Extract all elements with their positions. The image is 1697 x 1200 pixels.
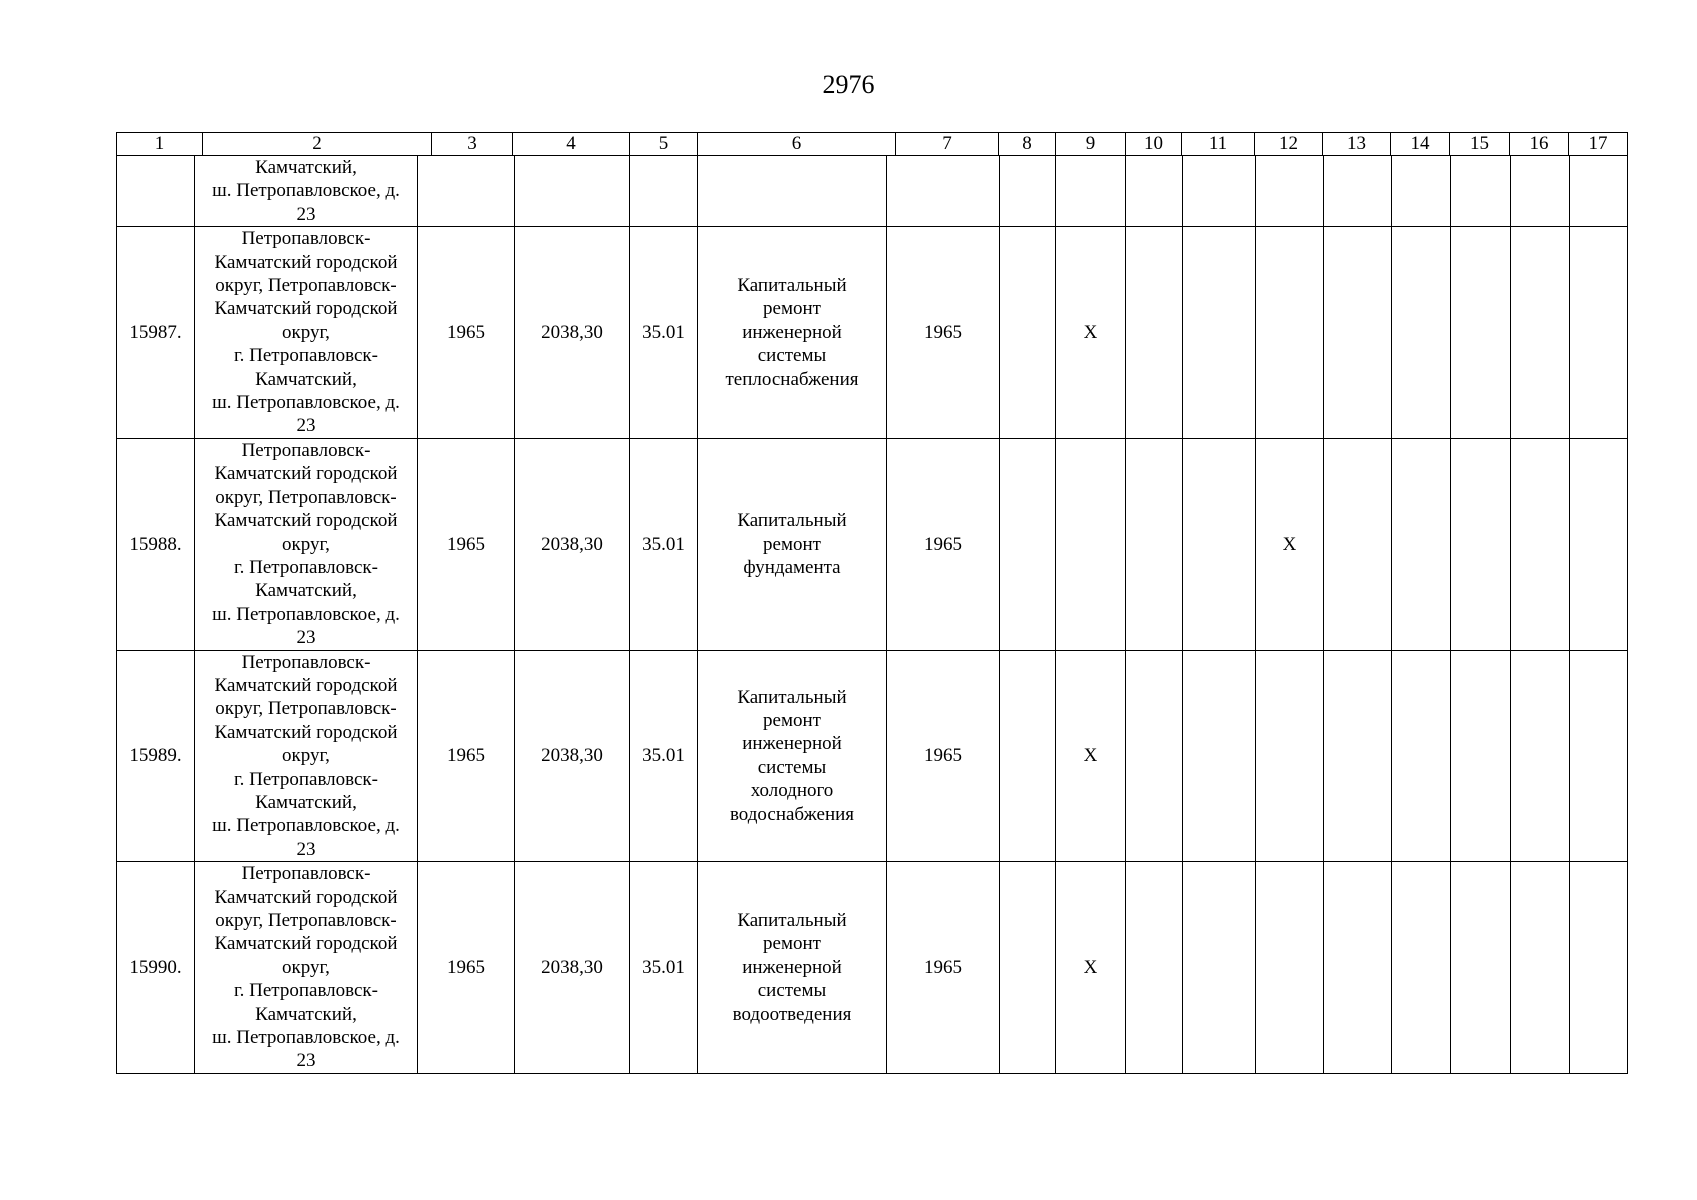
work-year-cell bbox=[887, 862, 1000, 1074]
code-cell-text: 35.01 bbox=[642, 321, 685, 343]
row-number-text: 15988. bbox=[129, 533, 182, 555]
col-16-cell bbox=[1511, 438, 1570, 650]
work-year-cell bbox=[887, 650, 1000, 862]
year-cell bbox=[418, 227, 515, 439]
col-17-cell bbox=[1570, 862, 1628, 1074]
code-cell bbox=[630, 650, 698, 862]
code-cell-text: 35.01 bbox=[642, 956, 685, 978]
row-number bbox=[117, 227, 195, 439]
col-14-cell bbox=[1392, 438, 1451, 650]
table-row bbox=[117, 862, 1628, 1074]
area-cell bbox=[515, 156, 630, 227]
col-14-cell bbox=[1392, 156, 1451, 227]
work-type-cell-text: Капитальный ремонт инженерной системы теплоснабжения bbox=[725, 275, 859, 390]
column-header: 15 bbox=[1450, 133, 1510, 156]
col-8-cell bbox=[1000, 156, 1056, 227]
year-cell-text: 1965 bbox=[447, 745, 485, 767]
work-type-cell-text: Капитальный ремонт инженерной системы водоотведения bbox=[732, 910, 852, 1025]
col-9-cell-text: X bbox=[1083, 321, 1098, 343]
col-11-cell bbox=[1183, 156, 1256, 227]
table-row bbox=[117, 438, 1628, 650]
col-12-cell-text: X bbox=[1282, 533, 1297, 555]
col-15-cell bbox=[1451, 438, 1511, 650]
col-12-cell bbox=[1256, 650, 1324, 862]
address-cell-text: Петропавловск- Камчатский городской округ, Петропавловск- Камчатский городской округ, г. Петропавловск- Камчатский, ш. Петропавловское, д. 23 bbox=[212, 439, 400, 649]
col-17-cell bbox=[1570, 438, 1628, 650]
work-type-cell bbox=[698, 438, 887, 650]
work-year-cell-text: 1965 bbox=[924, 533, 962, 555]
col-12-cell bbox=[1256, 156, 1324, 227]
year-cell-text: 1965 bbox=[447, 956, 485, 978]
col-10-cell bbox=[1126, 438, 1183, 650]
column-header: 17 bbox=[1569, 133, 1628, 156]
col-14-cell bbox=[1392, 862, 1451, 1074]
address-cell bbox=[195, 227, 418, 439]
work-type-cell bbox=[698, 650, 887, 862]
col-17-cell bbox=[1570, 650, 1628, 862]
address-cell bbox=[195, 438, 418, 650]
address-cell-text: Петропавловск- Камчатский городской округ, Петропавловск- Камчатский городской округ, г. Петропавловск- Камчатский, ш. Петропавловское, д. 23 bbox=[212, 651, 400, 860]
column-header: 12 bbox=[1255, 133, 1323, 156]
col-12-cell bbox=[1256, 438, 1324, 650]
work-year-cell-text: 1965 bbox=[924, 321, 962, 343]
column-header: 4 bbox=[513, 133, 630, 156]
col-10-cell bbox=[1126, 862, 1183, 1074]
row-number-text: 15990. bbox=[129, 956, 182, 978]
year-cell bbox=[418, 862, 515, 1074]
data-table bbox=[116, 155, 1628, 1074]
col-10-cell bbox=[1126, 650, 1183, 862]
col-15-cell bbox=[1451, 862, 1511, 1074]
table-row-continuation bbox=[117, 156, 1628, 227]
col-8-cell bbox=[1000, 650, 1056, 862]
column-header: 5 bbox=[630, 133, 698, 156]
col-15-cell bbox=[1451, 227, 1511, 439]
col-16-cell bbox=[1511, 650, 1570, 862]
col-9-cell-text: X bbox=[1083, 745, 1098, 767]
code-cell bbox=[630, 862, 698, 1074]
row-number-text: 15989. bbox=[129, 745, 182, 767]
row-number bbox=[117, 650, 195, 862]
col-13-cell bbox=[1324, 862, 1392, 1074]
row-number-text: 15987. bbox=[129, 321, 182, 343]
work-year-cell bbox=[887, 156, 1000, 227]
column-header: 11 bbox=[1182, 133, 1255, 156]
year-cell-text: 1965 bbox=[447, 321, 485, 343]
table-row bbox=[117, 227, 1628, 439]
page-number: 2976 bbox=[822, 70, 875, 99]
col-15-cell bbox=[1451, 650, 1511, 862]
col-11-cell bbox=[1183, 438, 1256, 650]
code-cell-text: 35.01 bbox=[642, 745, 685, 767]
area-cell-text: 2038,30 bbox=[541, 956, 603, 978]
column-header: 3 bbox=[432, 133, 513, 156]
address-cell-text: Петропавловск- Камчатский городской округ, Петропавловск- Камчатский городской округ, г. Петропавловск- Камчатский, ш. Петропавловское, д. 23 bbox=[212, 863, 400, 1072]
code-cell bbox=[630, 227, 698, 439]
col-16-cell bbox=[1511, 156, 1570, 227]
header-row bbox=[117, 133, 1628, 156]
col-11-cell bbox=[1183, 862, 1256, 1074]
work-type-cell bbox=[698, 156, 887, 227]
year-cell-text: 1965 bbox=[447, 533, 485, 555]
area-cell bbox=[515, 862, 630, 1074]
column-header: 9 bbox=[1056, 133, 1126, 156]
code-cell-text: 35.01 bbox=[642, 533, 685, 555]
area-cell-text: 2038,30 bbox=[541, 533, 603, 555]
table-row bbox=[117, 650, 1628, 862]
address-cell-text: Петропавловск- Камчатский городской округ, Петропавловск- Камчатский городской округ, г. Петропавловск- Камчатский, ш. Петропавловское, д. 23 bbox=[212, 228, 400, 437]
address-cell bbox=[195, 650, 418, 862]
col-14-cell bbox=[1392, 650, 1451, 862]
row-number bbox=[117, 862, 195, 1074]
col-8-cell bbox=[1000, 227, 1056, 439]
col-10-cell bbox=[1126, 227, 1183, 439]
column-header: 6 bbox=[698, 133, 896, 156]
column-header: 13 bbox=[1323, 133, 1391, 156]
work-year-cell bbox=[887, 227, 1000, 439]
col-16-cell bbox=[1511, 227, 1570, 439]
col-16-cell bbox=[1511, 862, 1570, 1074]
address-cell bbox=[195, 862, 418, 1074]
col-8-cell bbox=[1000, 862, 1056, 1074]
work-type-cell bbox=[698, 862, 887, 1074]
row-number bbox=[117, 156, 195, 227]
code-cell bbox=[630, 438, 698, 650]
col-13-cell bbox=[1324, 227, 1392, 439]
row-number bbox=[117, 438, 195, 650]
work-type-cell-text: Капитальный ремонт инженерной системы холодного водоснабжения bbox=[729, 686, 855, 825]
work-year-cell bbox=[887, 438, 1000, 650]
column-header-table bbox=[116, 132, 1628, 156]
year-cell bbox=[418, 650, 515, 862]
col-9-cell bbox=[1056, 156, 1126, 227]
address-cell bbox=[195, 156, 418, 227]
area-cell bbox=[515, 227, 630, 439]
column-header: 14 bbox=[1391, 133, 1450, 156]
col-9-cell bbox=[1056, 438, 1126, 650]
col-9-cell bbox=[1056, 862, 1126, 1074]
col-12-cell bbox=[1256, 862, 1324, 1074]
address-text: Камчатский, ш. Петропавловское, д. 23 bbox=[212, 157, 400, 225]
column-header: 7 bbox=[896, 133, 999, 156]
column-header: 1 bbox=[117, 133, 203, 156]
col-13-cell bbox=[1324, 438, 1392, 650]
col-13-cell bbox=[1324, 650, 1392, 862]
area-cell bbox=[515, 438, 630, 650]
column-header: 2 bbox=[203, 133, 432, 156]
col-11-cell bbox=[1183, 227, 1256, 439]
col-10-cell bbox=[1126, 156, 1183, 227]
col-9-cell-text: X bbox=[1083, 956, 1098, 978]
code-cell bbox=[630, 156, 698, 227]
column-header: 16 bbox=[1510, 133, 1569, 156]
work-type-cell-text: Капитальный ремонт фундамента bbox=[737, 510, 847, 578]
column-header: 10 bbox=[1126, 133, 1182, 156]
col-13-cell bbox=[1324, 156, 1392, 227]
work-year-cell-text: 1965 bbox=[924, 745, 962, 767]
col-11-cell bbox=[1183, 650, 1256, 862]
work-type-cell bbox=[698, 227, 887, 439]
col-15-cell bbox=[1451, 156, 1511, 227]
col-17-cell bbox=[1570, 156, 1628, 227]
col-9-cell bbox=[1056, 227, 1126, 439]
col-9-cell bbox=[1056, 650, 1126, 862]
year-cell bbox=[418, 438, 515, 650]
area-cell-text: 2038,30 bbox=[541, 321, 603, 343]
area-cell-text: 2038,30 bbox=[541, 745, 603, 767]
column-header: 8 bbox=[999, 133, 1056, 156]
col-12-cell bbox=[1256, 227, 1324, 439]
col-8-cell bbox=[1000, 438, 1056, 650]
year-cell bbox=[418, 156, 515, 227]
col-14-cell bbox=[1392, 227, 1451, 439]
work-year-cell-text: 1965 bbox=[924, 956, 962, 978]
col-17-cell bbox=[1570, 227, 1628, 439]
area-cell bbox=[515, 650, 630, 862]
